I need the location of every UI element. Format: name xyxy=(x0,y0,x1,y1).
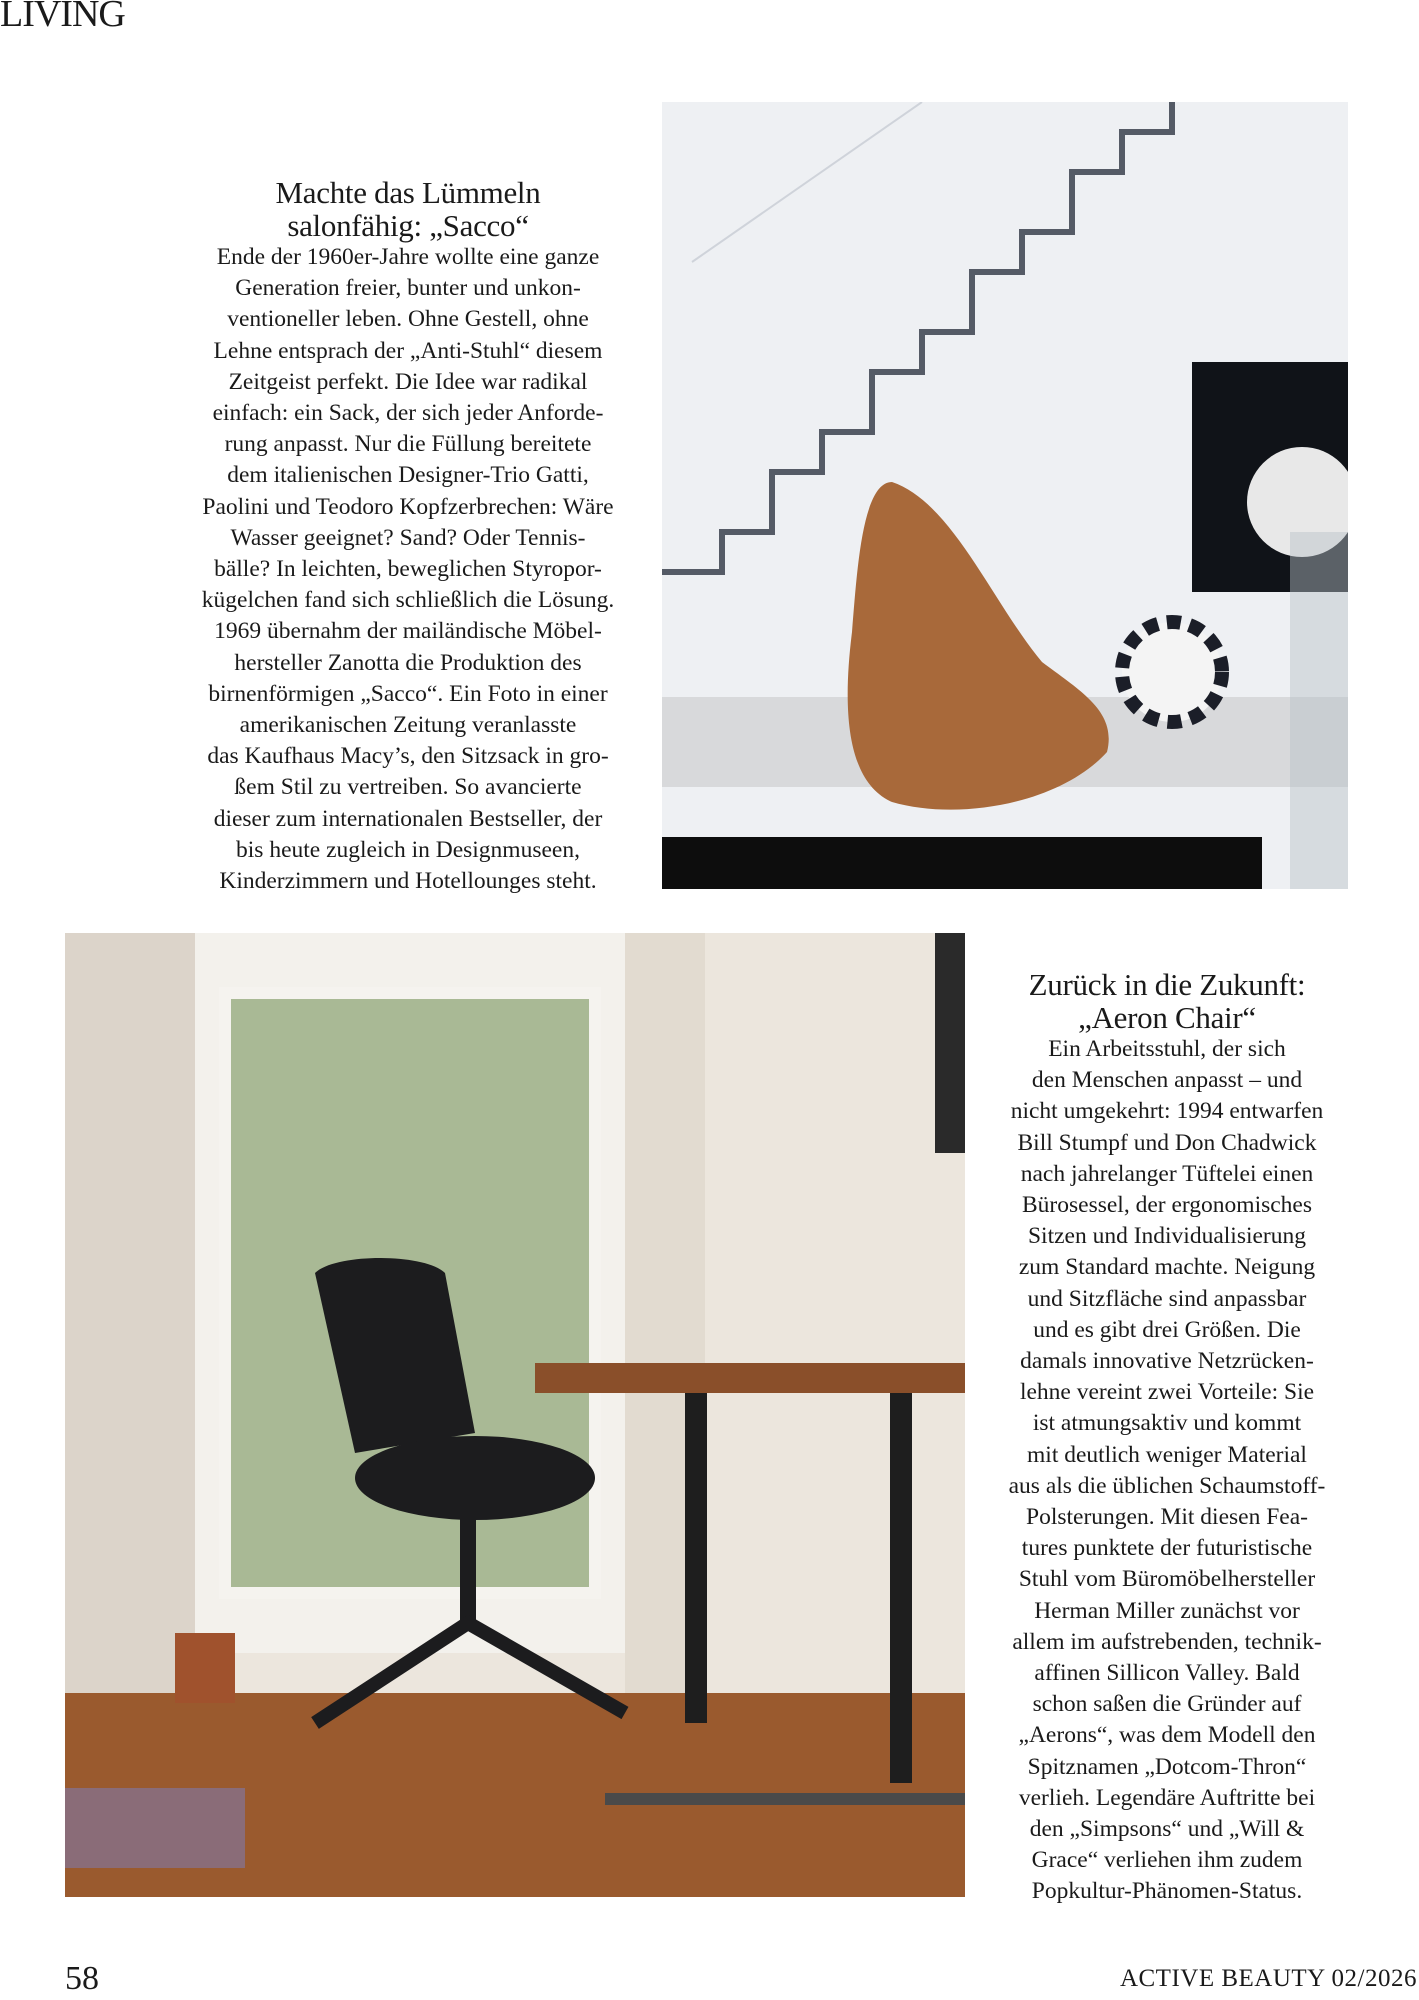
body-line: Bürosessel, der ergonomisches xyxy=(1022,1192,1312,1219)
body-line: einfach: ein Sack, der sich jeder Anforde- xyxy=(212,400,604,427)
body-line: aus als die üblichen Schaumstoff- xyxy=(1008,1472,1326,1499)
body-line: Paolini und Teodoro Kopfzerbrechen: Wäre xyxy=(202,493,614,520)
body-line: nach jahrelanger Tüftelei einen xyxy=(1020,1160,1314,1187)
body-line: den Menschen anpasst – und xyxy=(1031,1067,1303,1094)
body-line: ventioneller leben. Ohne Gestell, ohne xyxy=(227,306,589,333)
body-line: ßem Stil zu vertreiben. So avancierte xyxy=(234,774,582,801)
body-line: dieser zum internationalen Bestseller, der xyxy=(213,805,603,832)
body-line: affinen Sillicon Valley. Bald xyxy=(1034,1660,1300,1687)
article-body xyxy=(975,1034,1359,1908)
body-line: allem im aufstrebenden, technik- xyxy=(1012,1628,1322,1655)
body-line: das Kaufhaus Macy’s, den Sitzsack in gro- xyxy=(207,743,609,770)
desk xyxy=(535,1363,965,1393)
body-line: tures punktete der futuristische xyxy=(1021,1535,1313,1562)
body-line: Spitznamen „Dotcom-Thron“ xyxy=(1027,1753,1307,1780)
title-line: salonfähig: „Sacco“ xyxy=(287,208,529,243)
body-line: Stuhl vom Büromöbelhersteller xyxy=(1018,1566,1316,1593)
article-sacco xyxy=(160,176,656,897)
body-line: und es gibt drei Größen. Die xyxy=(1033,1316,1301,1343)
body-line: Grace“ verliehen ihm zudem xyxy=(1031,1847,1303,1874)
staircase-illustration xyxy=(662,102,1348,889)
body-line: dem italienischen Designer-Trio Gatti, xyxy=(227,462,589,489)
article-body xyxy=(160,242,656,897)
body-line: Bill Stumpf und Don Chadwick xyxy=(1017,1129,1317,1156)
body-line: lehne vereint zwei Vorteile: Sie xyxy=(1019,1379,1315,1406)
body-line: Ein Arbeitsstuhl, der sich xyxy=(1048,1036,1286,1062)
title-line: Machte das Lümmeln xyxy=(275,175,541,210)
body-line: damals innovative Netzrücken- xyxy=(1020,1348,1314,1375)
body-line: Generation freier, bunter und unkon- xyxy=(235,275,581,302)
body-line: schon saßen die Gründer auf xyxy=(1032,1691,1302,1718)
body-line: „Aerons“, was dem Modell den xyxy=(1018,1722,1316,1749)
body-line: Polsterungen. Mit diesen Fea- xyxy=(1026,1504,1308,1531)
body-line: nicht umgekehrt: 1994 entwarfen xyxy=(1010,1098,1324,1125)
page-number: 58 xyxy=(65,1960,99,1997)
body-line: Herman Miller zunächst vor xyxy=(1034,1597,1300,1624)
body-line: bälle? In leichten, beweglichen Styropor- xyxy=(214,556,602,583)
body-line: kügelchen fand sich schließlich die Lösung. xyxy=(201,587,615,614)
body-line: rung anpasst. Nur die Füllung bereitete xyxy=(224,431,592,458)
article-title xyxy=(160,176,656,242)
body-line: birnenförmigen „Sacco“. Ein Foto in einer xyxy=(208,680,608,707)
body-line: und Sitzfläche sind anpassbar xyxy=(1027,1285,1307,1312)
body-line: bis heute zugleich in Designmuseen, xyxy=(236,836,580,863)
body-line: den „Simpsons“ und „Will & xyxy=(1029,1816,1305,1843)
body-line: zum Standard machte. Neigung xyxy=(1018,1254,1316,1281)
body-line: amerikanischen Zeitung veranlasste xyxy=(239,712,577,739)
office-illustration xyxy=(65,933,965,1897)
body-line: Popkultur-Phänomen-Status. xyxy=(1031,1878,1303,1905)
body-line: 1969 übernahm der mailändische Möbel- xyxy=(214,618,602,645)
body-line: Lehne entsprach der „Anti-Stuhl“ diesem xyxy=(213,337,603,364)
body-line: verlieh. Legendäre Auftritte bei xyxy=(1018,1784,1316,1811)
body-line: ist atmungsaktiv und kommt xyxy=(1032,1410,1302,1437)
body-line: Zeitgeist perfekt. Die Idee war radikal xyxy=(228,368,588,395)
decorative-sphere xyxy=(1122,622,1222,722)
section-label: LIVING xyxy=(0,0,125,35)
article-aeron xyxy=(975,968,1359,1908)
title-line: Zurück in die Zukunft: xyxy=(1028,967,1306,1002)
body-line: Kinderzimmern und Hotellounges steht. xyxy=(219,868,597,895)
article-title xyxy=(975,968,1359,1034)
body-line: mit deutlich weniger Material xyxy=(1027,1441,1307,1468)
body-line: Ende der 1960er-Jahre wollte eine ganze xyxy=(216,244,600,270)
title-line: „Aeron Chair“ xyxy=(1078,1000,1256,1035)
magazine-issue: ACTIVE BEAUTY 02/2026 xyxy=(1119,1965,1417,1992)
photo-aeron-chair xyxy=(65,933,965,1897)
photo-sacco-beanbag xyxy=(662,102,1348,889)
body-line: hersteller Zanotta die Produktion des xyxy=(234,649,582,676)
body-line: Wasser geeignet? Sand? Oder Tennis- xyxy=(230,524,586,551)
body-line: Sitzen und Individualisierung xyxy=(1027,1223,1307,1250)
